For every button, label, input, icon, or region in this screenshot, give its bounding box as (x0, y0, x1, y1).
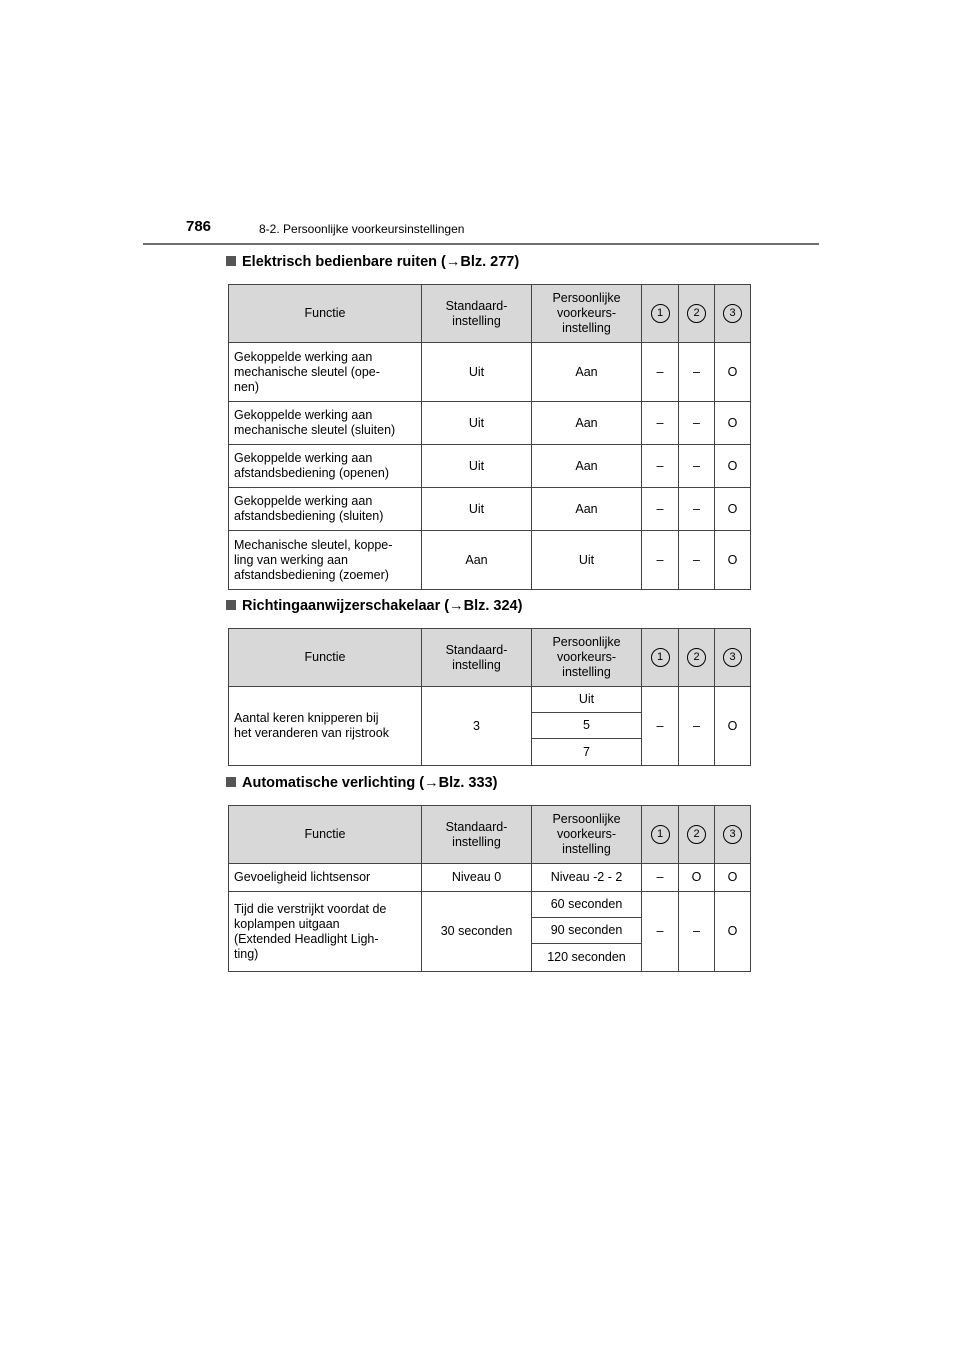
column-header-functie: Functie (229, 285, 422, 343)
cell-functie: Gekoppelde werking aan mechanische sleutel (sluiten) (229, 402, 422, 445)
column-header-persoonlijk: Persoonlijke voorkeurs- instelling (532, 285, 642, 343)
column-header-functie: Functie (229, 806, 422, 864)
cell-persoonlijk: Aan (532, 488, 642, 531)
cell-col-1: – (642, 531, 679, 590)
circled-number-1-icon: 1 (651, 304, 670, 323)
section-title (226, 598, 522, 614)
column-header-persoonlijk: Persoonlijke voorkeurs- instelling (532, 629, 642, 687)
cell-col-3: O (715, 892, 751, 972)
column-header-1 (642, 806, 679, 864)
column-header-functie: Functie (229, 629, 422, 687)
column-header-2 (679, 806, 715, 864)
column-header-3 (715, 285, 751, 343)
cell-standaard: Aan (422, 531, 532, 590)
cell-standaard: Uit (422, 402, 532, 445)
table-row (229, 343, 751, 402)
cell-col-3: O (715, 488, 751, 531)
cell-col-3: O (715, 687, 751, 766)
table-row (229, 402, 751, 445)
cell-col-1: – (642, 402, 679, 445)
cell-col-2: O (679, 864, 715, 892)
column-header-1 (642, 629, 679, 687)
table-row (229, 864, 751, 892)
column-header-standaard: Standaard- instelling (422, 806, 532, 864)
page-reference: Blz. 277) (460, 254, 520, 270)
circled-number-2-icon: 2 (687, 825, 706, 844)
cell-col-2: – (679, 488, 715, 531)
circled-number-2-icon: 2 (687, 648, 706, 667)
cell-standaard: Uit (422, 488, 532, 531)
cell-col-3: O (715, 445, 751, 488)
cell-col-1: – (642, 343, 679, 402)
cell-persoonlijk: 120 seconden (532, 944, 642, 972)
section-title (226, 775, 497, 791)
cell-standaard: Niveau 0 (422, 864, 532, 892)
cell-persoonlijk: 7 (532, 739, 642, 766)
cell-persoonlijk: Uit (532, 687, 642, 713)
cell-col-1: – (642, 488, 679, 531)
cell-col-3: O (715, 402, 751, 445)
cell-col-2: – (679, 892, 715, 972)
arrow-right-icon: → (445, 254, 461, 270)
circled-number-2-icon: 2 (687, 304, 706, 323)
section-title-text: Elektrisch bedienbare ruiten ( (242, 254, 446, 270)
section-title-text: Richtingaanwijzerschakelaar ( (242, 598, 450, 614)
cell-standaard: Uit (422, 343, 532, 402)
column-header-3 (715, 629, 751, 687)
circled-number-3-icon: 3 (723, 304, 742, 323)
page-reference: Blz. 324) (463, 598, 523, 614)
column-header-3 (715, 806, 751, 864)
section-title (226, 254, 519, 270)
cell-functie: Tijd die verstrijkt voordat de koplampen uitgaan (Extended Headlight Ligh- ting) (229, 892, 422, 972)
table-header-row (229, 806, 751, 864)
circled-number-3-icon: 3 (723, 648, 742, 667)
circled-number-1-icon: 1 (651, 825, 670, 844)
cell-functie: Gekoppelde werking aan mechanische sleutel (ope- nen) (229, 343, 422, 402)
table-row (229, 687, 751, 713)
cell-col-2: – (679, 531, 715, 590)
circled-number-3-icon: 3 (723, 825, 742, 844)
column-header-standaard: Standaard- instelling (422, 285, 532, 343)
column-header-standaard: Standaard- instelling (422, 629, 532, 687)
table-header-row (229, 629, 751, 687)
square-bullet-icon (226, 777, 236, 787)
cell-standaard: Uit (422, 445, 532, 488)
cell-col-1: – (642, 892, 679, 972)
cell-functie: Aantal keren knipperen bij het veranderen van rijstrook (229, 687, 422, 766)
column-header-2 (679, 285, 715, 343)
cell-col-1: – (642, 864, 679, 892)
cell-functie: Mechanische sleutel, koppe- ling van werking aan afstandsbediening (zoemer) (229, 531, 422, 590)
cell-col-1: – (642, 687, 679, 766)
table-row (229, 488, 751, 531)
cell-standaard: 3 (422, 687, 532, 766)
cell-col-2: – (679, 343, 715, 402)
cell-col-2: – (679, 445, 715, 488)
cell-col-3: O (715, 531, 751, 590)
cell-persoonlijk: Uit (532, 531, 642, 590)
cell-functie: Gekoppelde werking aan afstandsbediening (openen) (229, 445, 422, 488)
arrow-right-icon: → (424, 775, 439, 791)
cell-col-1: – (642, 445, 679, 488)
settings-table (228, 628, 751, 766)
arrow-right-icon: → (449, 598, 464, 614)
circled-number-1-icon: 1 (651, 648, 670, 667)
column-header-persoonlijk: Persoonlijke voorkeurs- instelling (532, 806, 642, 864)
cell-persoonlijk: 60 seconden (532, 892, 642, 918)
cell-col-2: – (679, 402, 715, 445)
cell-col-3: O (715, 864, 751, 892)
chapter-title: 8-2. Persoonlijke voorkeursinstellingen (259, 222, 465, 236)
cell-persoonlijk: Niveau -2 - 2 (532, 864, 642, 892)
cell-persoonlijk: 5 (532, 713, 642, 739)
settings-table (228, 284, 751, 590)
table-row (229, 445, 751, 488)
cell-functie: Gekoppelde werking aan afstandsbediening (sluiten) (229, 488, 422, 531)
settings-table (228, 805, 751, 972)
table-row (229, 531, 751, 590)
square-bullet-icon (226, 256, 236, 266)
cell-col-2: – (679, 687, 715, 766)
cell-functie: Gevoeligheid lichtsensor (229, 864, 422, 892)
column-header-2 (679, 629, 715, 687)
cell-persoonlijk: 90 seconden (532, 918, 642, 944)
cell-col-3: O (715, 343, 751, 402)
page-reference: Blz. 333) (438, 775, 498, 791)
column-header-1 (642, 285, 679, 343)
table-row (229, 892, 751, 918)
cell-persoonlijk: Aan (532, 445, 642, 488)
header-divider (143, 243, 819, 245)
section-title-text: Automatische verlichting ( (242, 775, 425, 791)
table-header-row (229, 285, 751, 343)
cell-standaard: 30 seconden (422, 892, 532, 972)
cell-persoonlijk: Aan (532, 402, 642, 445)
page-number: 786 (186, 218, 212, 235)
cell-persoonlijk: Aan (532, 343, 642, 402)
square-bullet-icon (226, 600, 236, 610)
